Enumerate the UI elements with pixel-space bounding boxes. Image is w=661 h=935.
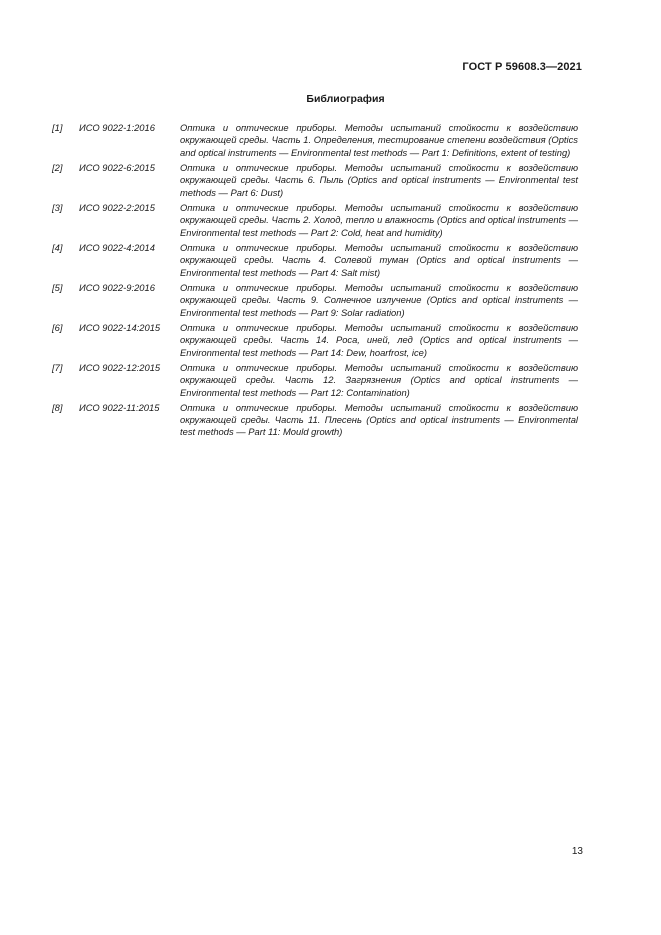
entry-standard-ref: ИСО 9022-6:2015: [79, 161, 155, 173]
entry-standard-ref: ИСО 9022-1:2016: [79, 122, 155, 133]
entry-description: Оптика и оптические приборы. Методы испытаний стойкости к воздействию окружающей среды. Часть 11. Плесень (Optics and optical instruments — Environmental test methods — Part 11: Mould growth): [180, 401, 578, 438]
entry-number: [8]: [52, 401, 63, 413]
bibliography-entry: [52, 282, 580, 319]
bibliography-entry: [52, 162, 580, 199]
bibliography-entry: [52, 242, 580, 279]
bibliography-list: [52, 122, 580, 442]
section-title: Библиография: [306, 93, 385, 105]
entry-description: Оптика и оптические приборы. Методы испытаний стойкости к воздействию окружающей среды. Часть 6. Пыль (Optics and optical instruments — Environmental test methods — Part 6: Dust): [180, 161, 578, 198]
entry-standard-ref: ИСО 9022-9:2016: [79, 281, 155, 293]
entry-standard-ref: ИСО 9022-14:2015: [79, 321, 161, 333]
entry-description: Оптика и оптические приборы. Методы испытаний стойкости к воздействию окружающей среды. Часть 2. Холод, тепло и влажность (Optics and optical instruments — Environmental test methods — Part 2: Cold, heat and humidity): [180, 201, 578, 238]
document-code: ГОСТ Р 59608.3—2021: [462, 61, 582, 73]
entry-number: [7]: [52, 361, 63, 373]
entry-number: [1]: [52, 122, 63, 133]
bibliography-entry: [52, 122, 580, 159]
bibliography-entry: [52, 202, 580, 239]
entry-number: [6]: [52, 321, 63, 333]
bibliography-entry: [52, 362, 580, 399]
entry-number: [4]: [52, 241, 63, 253]
entry-number: [2]: [52, 161, 63, 173]
entry-description: Оптика и оптические приборы. Методы испытаний стойкости к воздействию окружающей среды. Часть 14. Роса, иней, лед (Optics and optical instruments — Environmental test methods — Part 14: Dew, hoarfrost, ice): [180, 321, 578, 358]
entry-description: Оптика и оптические приборы. Методы испытаний стойкости к воздействию окружающей среды. Часть 1. Определения, тестирование степени воздействия (Optics and optical instruments — Environmental test methods — Part 1: Definitions, extent of testing): [180, 122, 578, 158]
bibliography-entry: [52, 322, 580, 359]
entry-number: [3]: [52, 201, 63, 213]
entry-description: Оптика и оптические приборы. Методы испытаний стойкости к воздействию окружающей среды. Часть 12. Загрязнения (Optics and optical instruments — Environmental test methods — Part 12: Contamination): [180, 361, 578, 398]
entry-description: Оптика и оптические приборы. Методы испытаний стойкости к воздействию окружающей среды. Часть 9. Солнечное излучение (Optics and optical instruments — Environmental test methods — Part 9: Solar radiation): [180, 281, 578, 318]
entry-description: Оптика и оптические приборы. Методы испытаний стойкости к воздействию окружающей среды. Часть 4. Солевой туман (Optics and optical instruments — Environmental test methods — Part 4: Salt mist): [180, 241, 578, 278]
entry-number: [5]: [52, 281, 63, 293]
entry-standard-ref: ИСО 9022-2:2015: [79, 201, 155, 213]
entry-standard-ref: ИСО 9022-11:2015: [79, 401, 160, 413]
bibliography-entry: [52, 402, 580, 439]
page-number: 13: [571, 846, 583, 857]
entry-standard-ref: ИСО 9022-12:2015: [79, 361, 161, 373]
entry-standard-ref: ИСО 9022-4:2014: [79, 241, 155, 253]
